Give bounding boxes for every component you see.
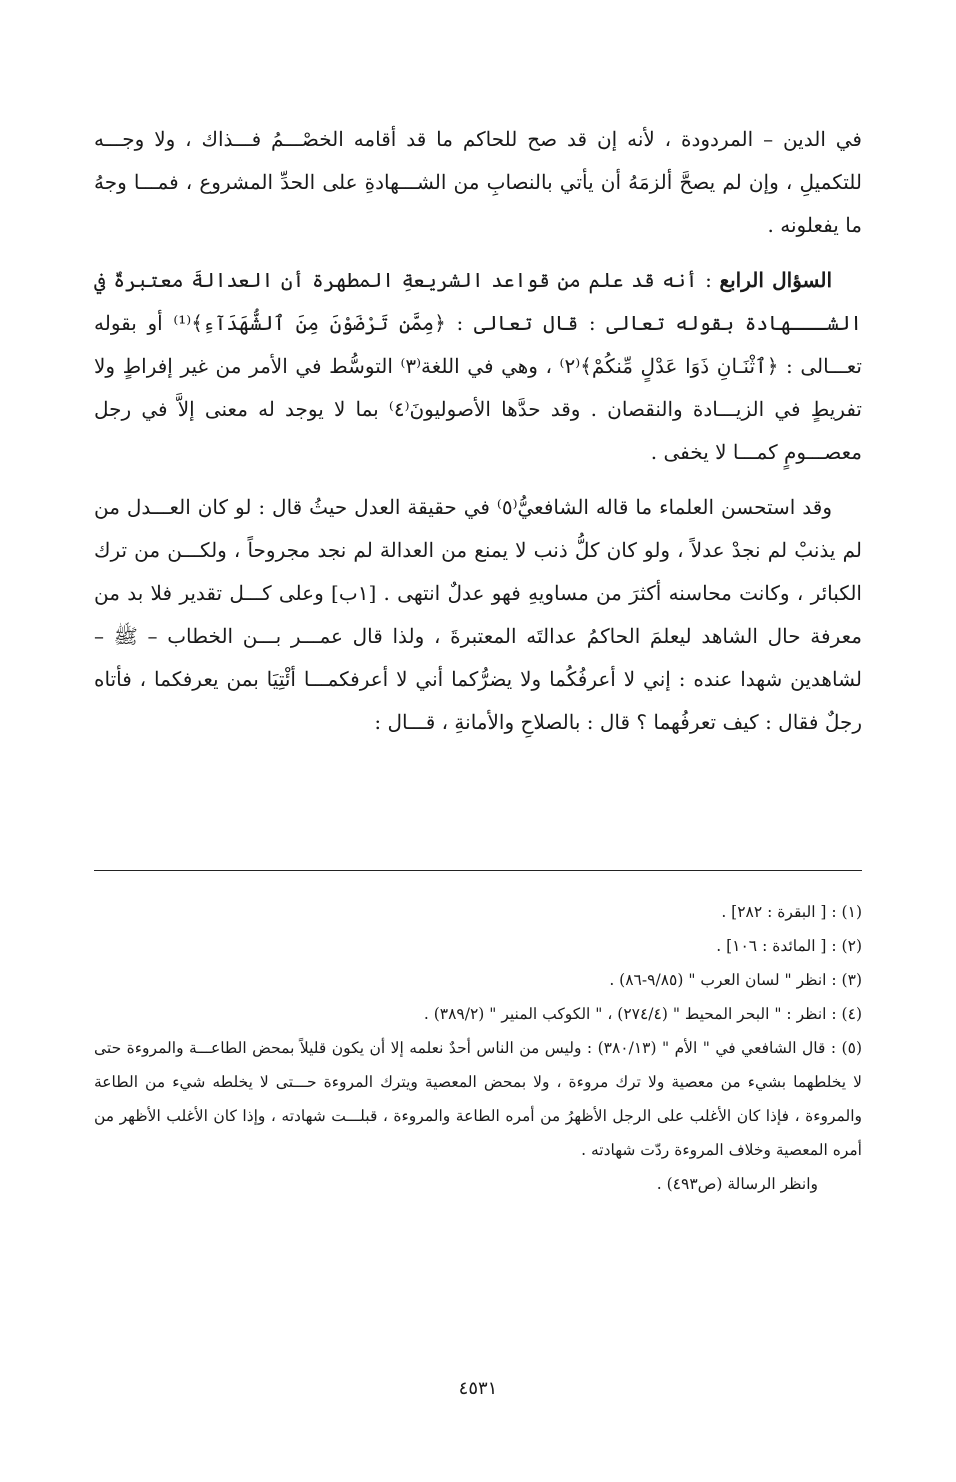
footnote-5-continuation: وانظر الرسالة (ص٤٩٣) . xyxy=(656,1175,818,1193)
page-number: ٤٥٣١ xyxy=(458,1378,498,1399)
paragraph-2 xyxy=(94,259,862,474)
footnote-5: (٥) : قال الشافعي في " الأم " (٣٨٠/١٣) : وليس من الناس أحدٌ نعلمه إلا أن يكون قليلاً بمحض الطاعـــة والمروءة حتى لا يخلطهما بشيء من معصية ولا ترك مروءة ، ولا بمحض المعصية ويترك المروءة حـــتى لا يخلطه شيء من الطاعة والمروءة ، فإذا كان الأغلب على الرجل الأظهرُ من أمره الطاعة والمروءة ، قبلـــت شهادته ، وإذا كان الأغلب الأظهر من أمره المعصية وخلاف المروءة ردّت شهادته . xyxy=(94,1039,862,1159)
footnotes-block xyxy=(94,895,862,1201)
footnote-1: (١) : [ البقرة : ٢٨٢] . xyxy=(721,903,862,921)
paragraph-1: في الدين – المردودة ، لأنه إن قد صح للحاكم ما قد أقامه الخصْـــمُ فـــذاك ، ولا وجـــه للتكميلِ ، وإن لم يصحَّ ألزمَهُ أن يأتي بالنصابِ من الشـــهادةِ على الحدِّ المشروع ، فمـــا وجهُ ما يفعلونه . xyxy=(94,127,862,237)
footnote-3: (٣) : انظر " لسان العرب " (٩/٨٥-٨٦) . xyxy=(609,971,862,989)
footnote-divider xyxy=(94,870,862,871)
footnote-2: (٢) : [ المائدة : ١٠٦] . xyxy=(716,937,862,955)
paragraph-3: وقد استحسن العلماء ما قاله الشافعيُّ⁽٥⁾ في حقيقة العدل حيثُ قال : لو كان العـــدل من لم يذنبْ لم نجدْ عدلاً ، ولو كان كلُّ ذنب لا يمنع من العدالة لم نجد مجروحاً ، ولكـــن من ترك الكبائر ، وكانت محاسنه أكثرَ من مساويهِ فهو عدلٌ انتهى . [١ب] وعلى كـــل تقدير فلا بد من معرفة حال الشاهد ليعلمَ الحاكمُ عدالتَه المعتبرةَ ، ولذا قال عمـــر بـــن الخطاب – ﷺ – لشاهدين شهدا عنده : إني لا أعرفُكُما ولا يضرُّكما أني لا أعرفكمـــا أئْتِيَا بمن يعرفكما ، فأتاه رجلٌ فقال : كيف تعرفُهما ؟ قال : بالصلاحِ والأمانةِ ، قـــال : xyxy=(94,495,862,734)
main-text-block xyxy=(94,118,862,756)
footnote-4: (٤) : انظر : " البحر المحيط " (٢٧٤/٤) ، " الكوكب المنير " (٣٨٩/٢) . xyxy=(423,1005,862,1023)
paragraph-2-lead: السؤال الرابع xyxy=(719,268,833,292)
paragraph-2-text: : أنه قد علم من قواعد الشريعةِ المطهرة أن العدالةَ معتبرةٌ في الشـــهادة بقوله تعالى : قال تعالى : ﴿مِمَّن تَرْضَوْنَ مِنَ ٱلشُّهَدَآءِ﴾⁽¹⁾ أو بقوله تعـــالى : ﴿ٱثْنَـانِ ذَوَا عَدْلٍ مِّنكُمْ﴾⁽٢⁾ ، وهي في اللغة⁽٣⁾ التوسُّط في الأمر من غير إفراطٍ ولا تفريطٍ في الزيـــادة والنقصان . وقد حدَّها الأصوليونَ⁽٤⁾ بما لا يوجد له معنى إلاَّ في رجل معصـــومٍ كمـــا لا يخفى . xyxy=(94,268,863,464)
